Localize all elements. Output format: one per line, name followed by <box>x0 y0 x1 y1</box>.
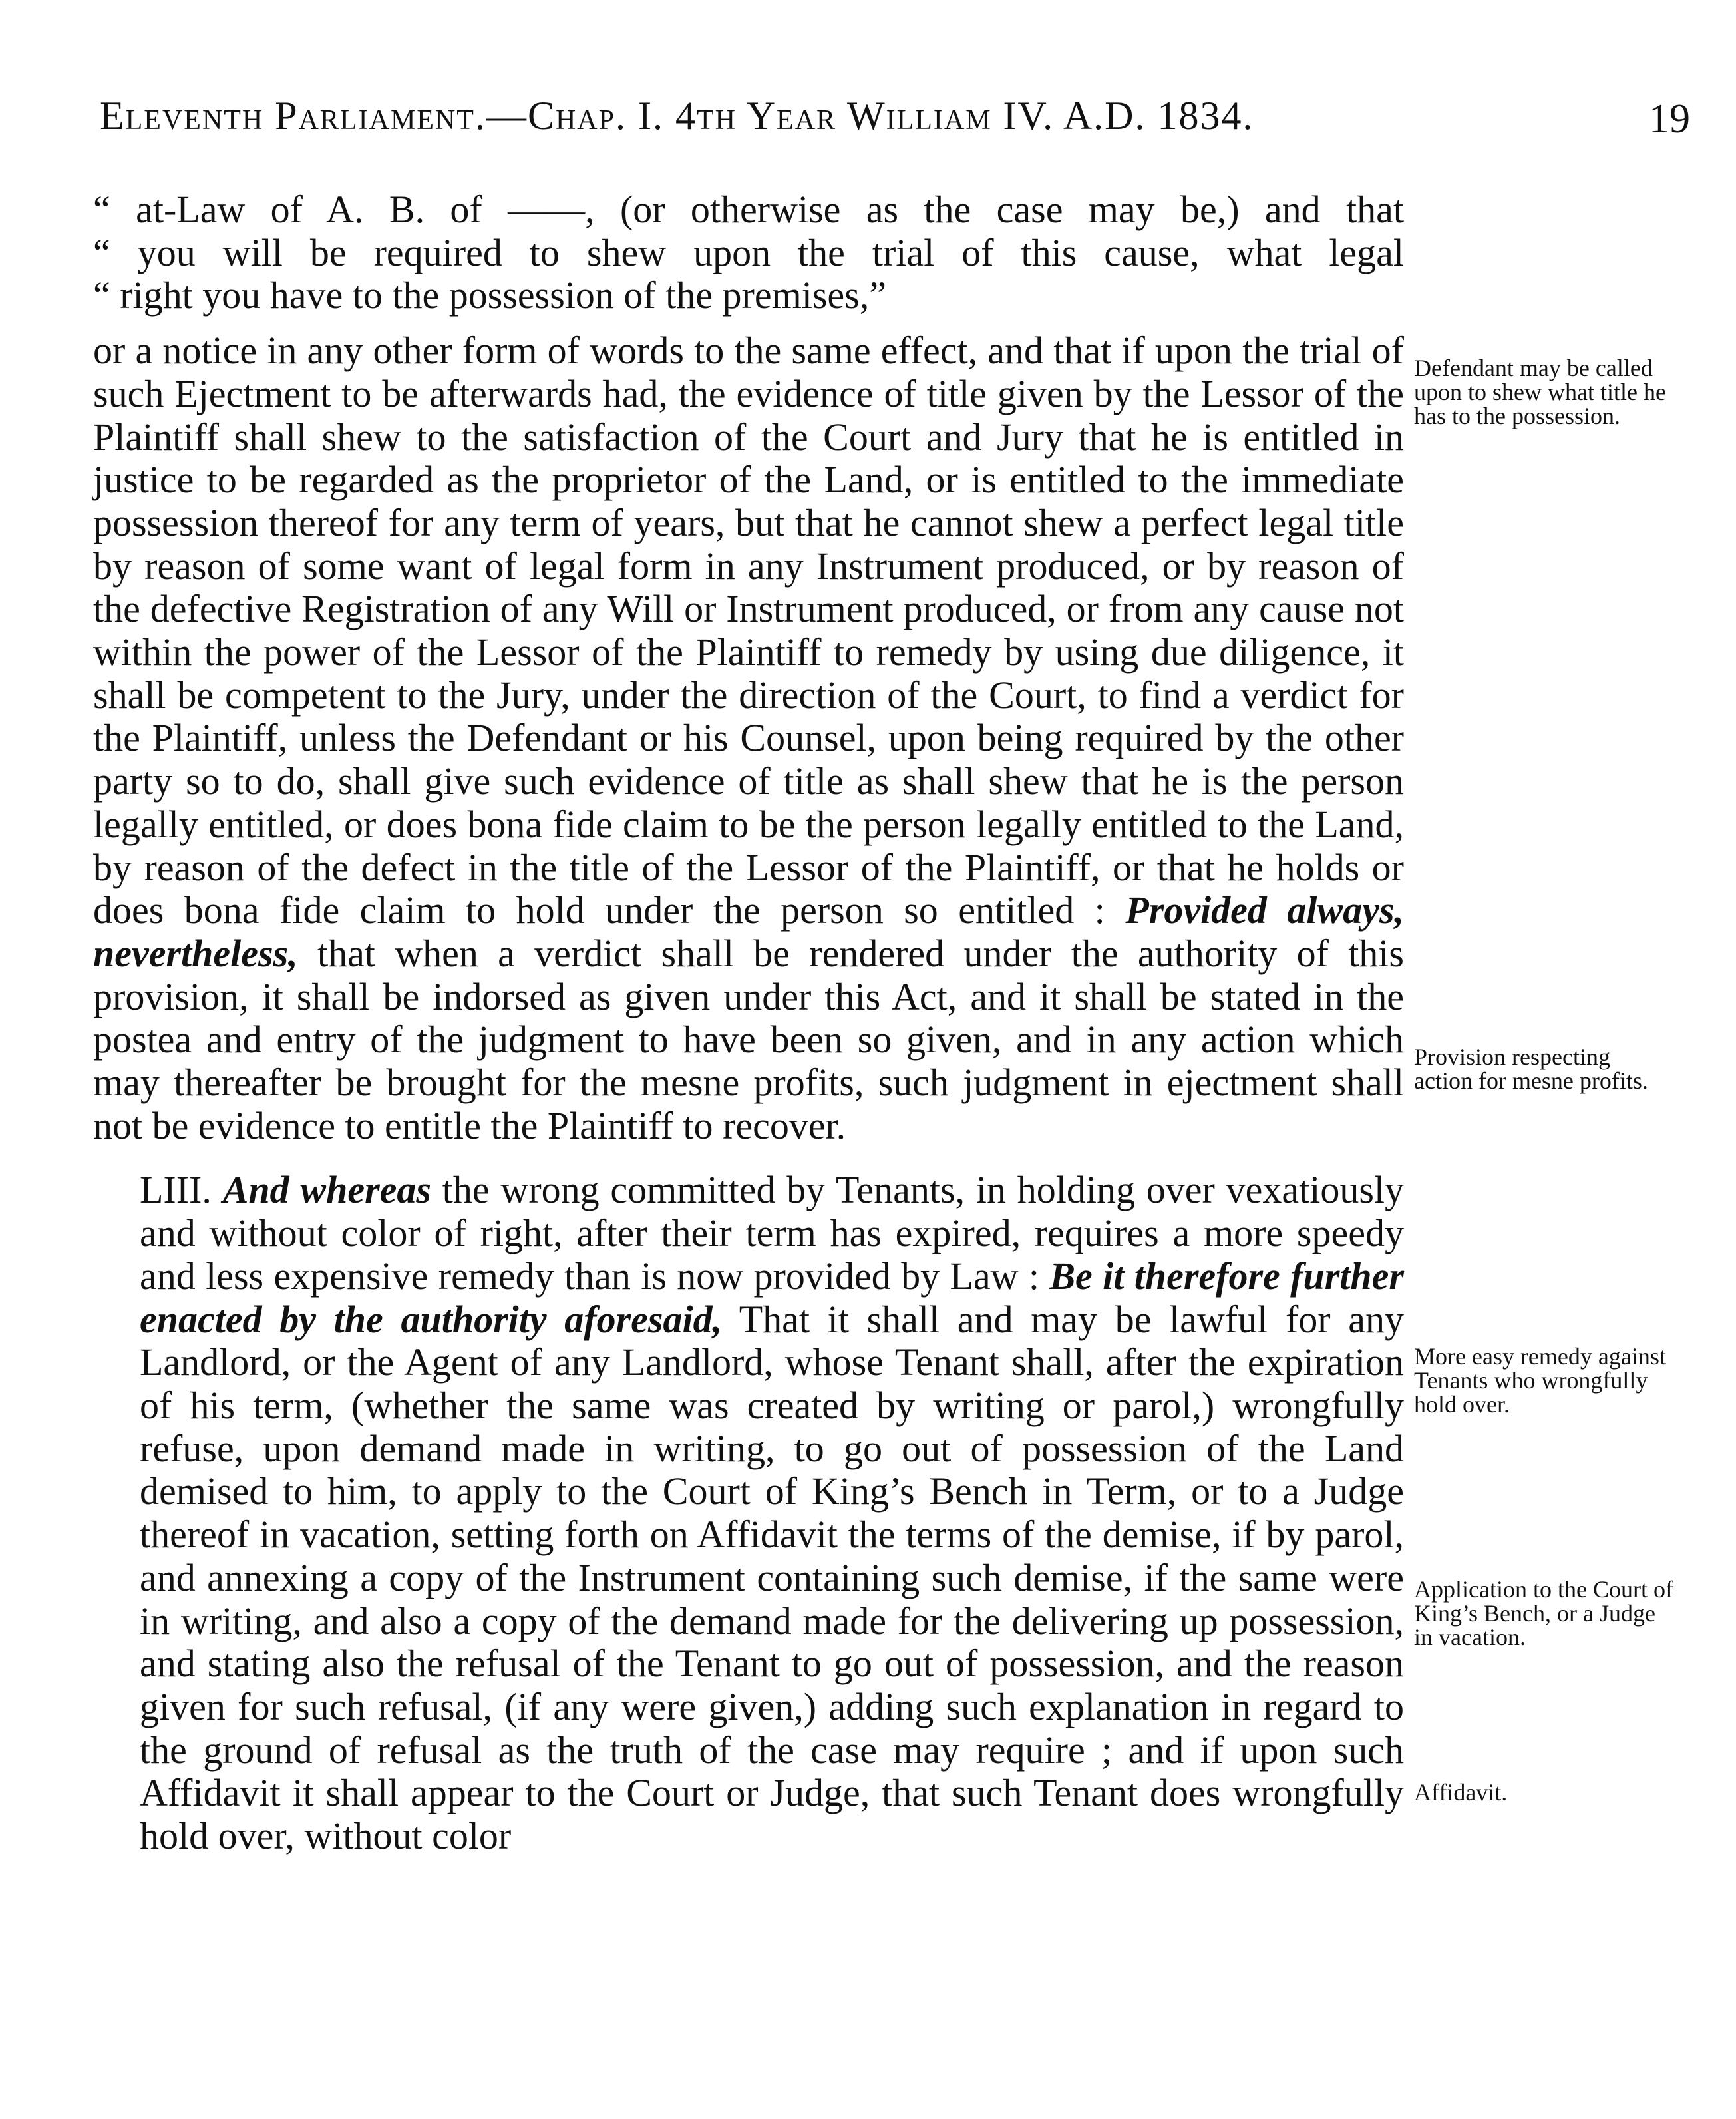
paragraph2-text-b: That it shall and may be lawful for any Landlord, or the Agent of any Landlord, whose Tenant shall, after the expiration of his term, (whether the same was created by writing or parol,) wrongfully refuse, upon demand made in writing, to go out of possession of the Land demised to him, to apply to the Court of King’s Bench in Term, or to a Judge thereof in vacation, setting forth on Affidavit the terms of the demise, if by parol, and annexing a copy of the Instrument containing such demise, if the same were in writing, and also a copy of the demand made for the delivering up possession, and stating also the refusal of the Tenant to go out of possession, and the reason given for such refusal, (if any were given,) adding such explanation in regard to the ground of refusal as the truth of the case may require ; and if upon such Affidavit it shall appear to the Court or Judge, that such Tenant does wrongfully hold over, without color <box>140 1297 1404 1858</box>
proviso-phrase: Provided always, nevertheless, <box>93 888 1405 975</box>
section-liii-paragraph <box>93 1169 1404 1857</box>
page-number: 19 <box>1649 96 1690 142</box>
quote-line-3: “ right you have to the possession of the premises,” <box>93 274 886 317</box>
quote-line-1: “ at-Law of A. B. of ——, (or otherwise as the case may be,) and that <box>93 188 1404 231</box>
paragraph1-text-a: or a notice in any other form of words to the same effect, and that if upon the trial of such Ejectment to be afterwards had, the evidence of title given by the Lessor of the Plaintiff shall shew to the satisfaction of the Court and Jury that he is entitled in justice to be regarded as the proprietor of the Land, or is entitled to the immediate possession thereof for any term of years, but that he cannot shew a perfect legal title by reason of some want of legal form in any Instrument produced, or by reason of the defective Registration of any Will or Instrument produced, or from any cause not within the power of the Lessor of the Plaintiff to remedy by using due diligence, it shall be competent to the Jury, under the direction of the Court, to find a verdict for the Plaintiff, unless the Defendant or his Counsel, upon being required by the other party so to do, shall give such evidence of title as shall shew that he is the person legally entitled, or does bona fide claim to be the person legally entitled to the Land, by reason of the defect in the title of the Lessor of the Plaintiff, or that he holds or does bona fide claim to hold under the person so entitled : <box>93 329 1404 932</box>
enactment-clause: Be it therefore further enacted by the authority aforesaid, <box>140 1254 1404 1341</box>
body-text <box>93 188 1404 1858</box>
paragraph2-text-a: the wrong committed by Tenants, in holding over vexatiously and without color of right, after their term has expired, requires a more speedy and less expensive remedy than is now provided by Law : <box>140 1168 1405 1298</box>
page-header <box>100 93 1690 153</box>
quote-line-2: “ you will be required to shew upon the trial of this cause, what legal <box>93 230 1404 274</box>
paragraph1-text-b: that when a verdict shall be rendered under the authority of this provision, it shall be indorsed as given under this Act, and it shall be stated in the postea and entry of the judgment to have been so given, and in any action which may thereafter be brought for the mesne profits, such judgment in ejectment shall not be evidence to entitle the Plaintiff to recover. <box>93 931 1404 1147</box>
paragraph-ejectment-evidence <box>93 329 1404 1147</box>
margin-note-affidavit: Affidavit. <box>1414 1779 1508 1806</box>
margin-note-application: Application to the Court of King’s Bench, or a Judge in vacation. <box>1414 1576 1673 1650</box>
running-head: Eleventh Parliament.—Chap. I. 4th Year William IV. A.D. 1834. <box>100 94 1254 138</box>
whereas-phrase: And whereas <box>222 1168 431 1212</box>
section-number: LIII. <box>140 1168 212 1212</box>
margin-note-defendant-title: Defendant may be called upon to shew what title he has to the possession. <box>1414 355 1666 429</box>
margin-note-mesne-profits: Provision respecting action for mesne profits. <box>1414 1044 1648 1094</box>
margin-note-easy-remedy: More easy remedy against Tenants who wrongfully hold over. <box>1414 1343 1666 1418</box>
